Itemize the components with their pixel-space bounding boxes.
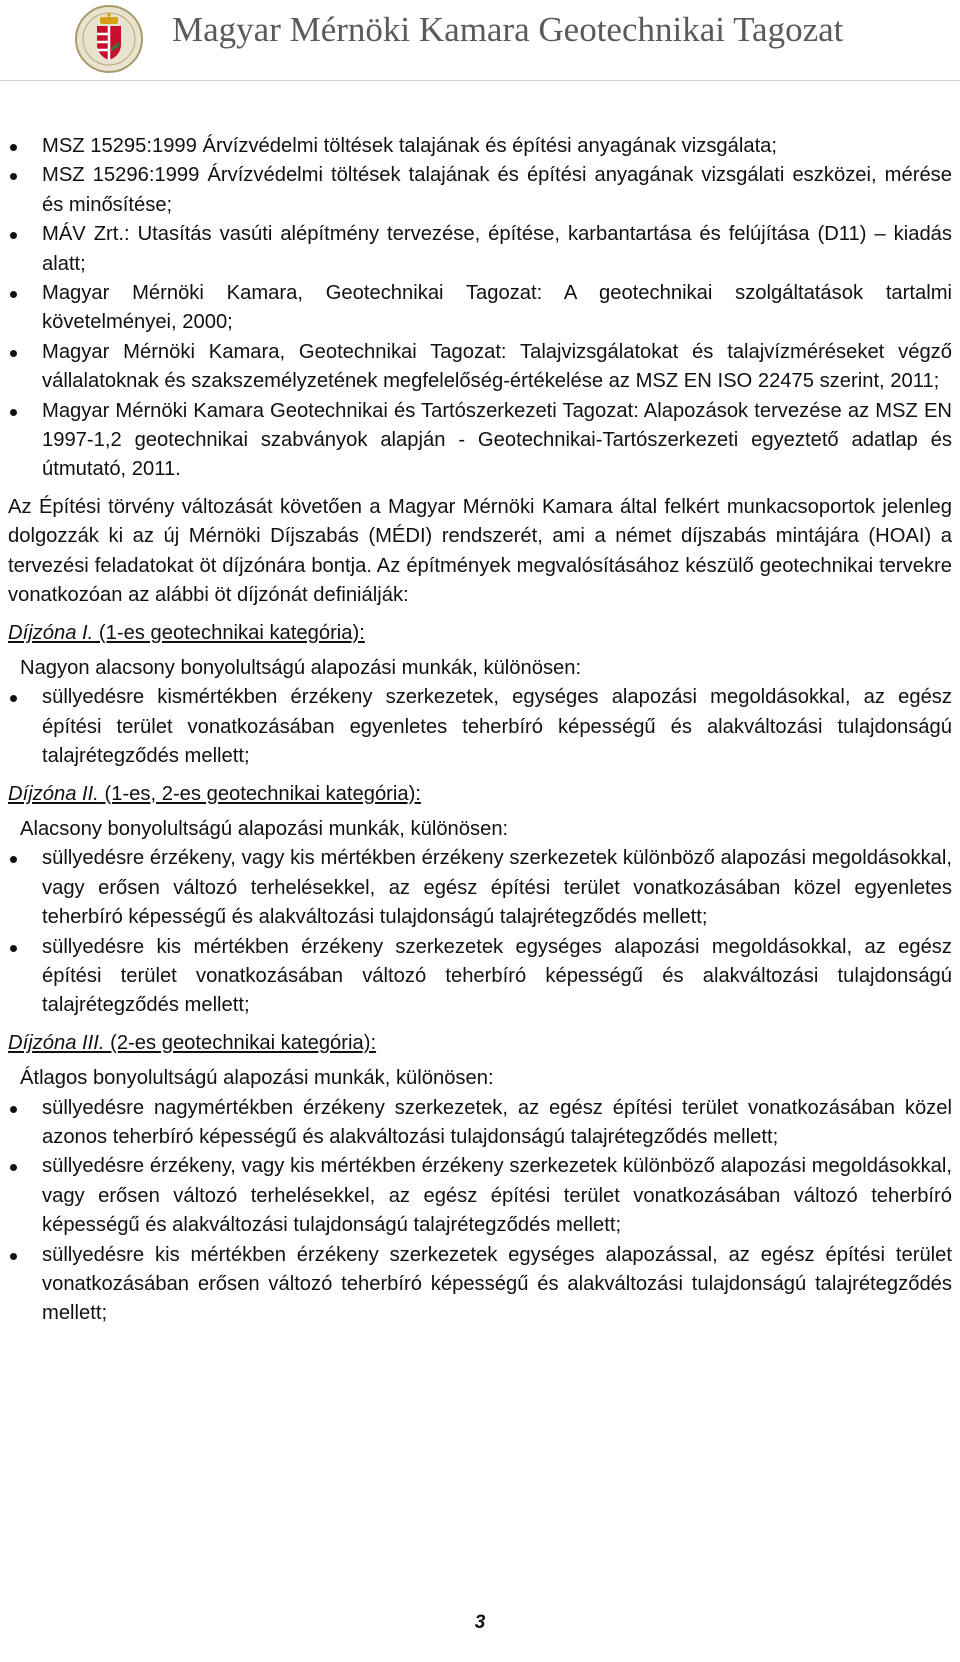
page-header xyxy=(0,0,960,82)
list-item: süllyedésre kis mértékben érzékeny szerkezetek egységes alapozási megoldásokkal, az egész építési terület vonatkozásában változó teherbíró képességű és alakváltozási tulajdonságú talajrétegződés mellett; xyxy=(8,933,952,1021)
header-title: Magyar Mérnöki Kamara Geotechnikai Tagozat xyxy=(172,10,844,49)
zone-3-heading xyxy=(8,1029,952,1058)
list-item: süllyedésre érzékeny, vagy kis mértékben érzékeny szerkezetek különböző alapozási megoldásokkal, vagy erősen változó terhelésekkel, az egész építési terület vonatkozásában változó teherbíró képességű és alakváltozási tulajdonságú talajrétegződés mellett; xyxy=(8,1152,952,1240)
list-item: Magyar Mérnöki Kamara, Geotechnikai Tagozat: Talajvizsgálatokat és talajvízméréseket végző vállalatoknak és szakszemélyzetének megfelelőség-értékelése az MSZ EN ISO 22475 szerint, 2011; xyxy=(8,338,952,397)
zone-heading-label: Díjzóna I. xyxy=(8,621,94,644)
zone-heading-category: (2-es geotechnikai kategória): xyxy=(104,1031,377,1054)
zone-1-heading xyxy=(8,619,952,648)
zone-2-list xyxy=(8,844,952,1020)
list-item: süllyedésre kis mértékben érzékeny szerkezetek egységes alapozással, az egész építési terület vonatkozásában erősen változó teherbíró képességű és alakváltozási tulajdonságú talajrétegződés mellett; xyxy=(8,1241,952,1329)
list-item: süllyedésre kismértékben érzékeny szerkezetek, egységes alapozási megoldásokkal, az egész építési terület vonatkozásában egyenletes teherbíró képességű és alakváltozási tulajdonságú talajrétegződés mellett; xyxy=(8,683,952,771)
zone-3-list xyxy=(8,1094,952,1329)
header-divider xyxy=(0,80,960,81)
page-number: 3 xyxy=(474,1612,486,1633)
zone-2-intro: Alacsony bonyolultságú alapozási munkák, különösen: xyxy=(20,817,509,840)
list-item: Magyar Mérnöki Kamara, Geotechnikai Tagozat: A geotechnikai szolgáltatások tartalmi követelményei, 2000; xyxy=(8,279,952,338)
list-item: Magyar Mérnöki Kamara Geotechnikai és Tartószerkezeti Tagozat: Alapozások tervezése az MSZ EN 1997-1,2 geotechnikai szabványok alapján - Geotechnikai-Tartószerkezeti egyeztető adatlap és útmutató, 2011. xyxy=(8,397,952,485)
zone-heading-category: (1-es geotechnikai kategória): xyxy=(93,621,365,644)
zone-3-intro: Átlagos bonyolultságú alapozási munkák, különösen: xyxy=(20,1067,494,1090)
zone-heading-category: (1-es, 2-es geotechnikai kategória): xyxy=(98,782,421,805)
zone-1-list xyxy=(8,683,952,771)
standards-list xyxy=(8,132,952,485)
list-item: süllyedésre nagymértékben érzékeny szerkezetek, az egész építési terület vonatkozásában közel azonos teherbíró képességű és alakváltozási tulajdonságú talajrétegződés mellett; xyxy=(8,1094,952,1153)
list-item: MSZ 15296:1999 Árvízvédelmi töltések talajának és építési anyagának vizsgálati eszközei, mérése és minősítése; xyxy=(8,161,952,220)
body-paragraph: Az Építési törvény változását követően a Magyar Mérnöki Kamara által felkért munkacsoportok jelenleg dolgozzák ki az új Mérnöki Díjszabás (MÉDI) rendszerét, ami a német díjszabás mintájára (HOAI) a tervezési feladatokat öt díjzónára bontja. Az építmények megvalósításához készülő geotechnikai tervekre vonatkozóan az alábbi öt díjzónát definiálják: xyxy=(8,495,952,607)
zone-2-heading xyxy=(8,780,952,809)
list-item: MÁV Zrt.: Utasítás vasúti alépítmény tervezése, építése, karbantartása és felújítása (D11) – kiadás alatt; xyxy=(8,220,952,279)
document-body xyxy=(8,132,952,1329)
list-item: süllyedésre érzékeny, vagy kis mértékben érzékeny szerkezetek különböző alapozási megoldásokkal, vagy erősen változó terhelésekkel, az egész építési terület vonatkozásában közel egyenletes teherbíró képességű és alakváltozási tulajdonságú talajrétegződés mellett; xyxy=(8,844,952,932)
zone-heading-label: Díjzóna II. xyxy=(8,782,99,805)
zone-heading-label: Díjzóna III. xyxy=(8,1031,105,1054)
coat-of-arms-logo xyxy=(74,4,144,74)
zone-1-intro: Nagyon alacsony bonyolultságú alapozási munkák, különösen: xyxy=(20,656,582,679)
list-item: MSZ 15295:1999 Árvízvédelmi töltések talajának és építési anyagának vizsgálata; xyxy=(8,132,952,161)
